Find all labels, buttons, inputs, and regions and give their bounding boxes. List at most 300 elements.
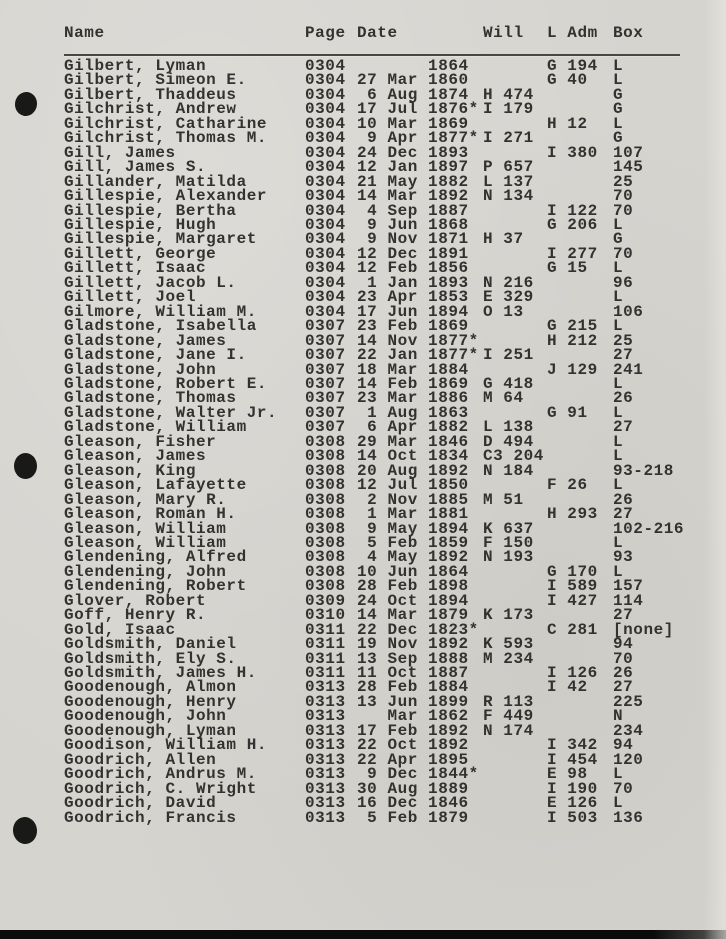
cell-name: Gillander, Matilda — [64, 172, 247, 191]
cell-date: 19 Nov 1892 — [357, 635, 469, 654]
cell-page: 0311 — [305, 635, 346, 654]
cell-name: Goodrich, Allen — [64, 750, 217, 769]
cell-will-ref: N 193 — [483, 548, 534, 567]
cell-box: 70 — [613, 649, 634, 668]
header-date: Date — [357, 24, 398, 42]
cell-page: 0307 — [305, 317, 346, 336]
cell-box: 27 — [613, 346, 634, 365]
cell-letters-adm-ref — [547, 637, 613, 651]
cell-name: Gladstone, William — [64, 418, 247, 437]
cell-box: 94 — [613, 736, 634, 755]
cell-name: Gleason, Roman H. — [64, 505, 237, 524]
cell-date: 14 Mar 1879 — [357, 606, 469, 625]
cell-name: Glendening, Robert — [64, 577, 247, 596]
cell-page: 0304 — [305, 302, 346, 321]
cell-box: 96 — [613, 273, 634, 292]
cell-date: 23 Feb 1869 — [357, 317, 469, 336]
cell-letters-adm-ref: G 215 — [547, 317, 598, 336]
cell-name: Goldsmith, James H. — [64, 664, 257, 683]
cell-box: 114 — [613, 591, 644, 610]
cell-letters-adm-ref: I 427 — [547, 591, 598, 610]
cell-date: 16 Dec 1846 — [357, 794, 469, 813]
cell-letters-adm-ref: E 98 — [547, 765, 588, 784]
cell-name: Glendening, Alfred — [64, 548, 247, 567]
cell-name: Gladstone, Robert E. — [64, 374, 268, 393]
cell-page: 0304 — [305, 201, 346, 220]
cell-box: 27 — [613, 505, 634, 524]
cell-name: Gillett, Joel — [64, 288, 196, 307]
cell-will-ref: F 449 — [483, 707, 534, 726]
table-row — [64, 808, 726, 827]
cell-date: 6 Apr 1882 — [357, 418, 469, 437]
cell-box: L — [613, 533, 624, 552]
cell-date: 17 Feb 1892 — [357, 721, 469, 740]
cell-letters-adm-ref: I 42 — [547, 678, 588, 697]
cell-box: 106 — [613, 302, 644, 321]
cell-page: 0307 — [305, 418, 346, 437]
cell-date: 22 Dec 1823* — [357, 620, 479, 639]
cell-box: 120 — [613, 750, 644, 769]
cell-name: Gladstone, Jane I. — [64, 346, 247, 365]
cell-letters-adm-ref — [547, 88, 613, 102]
cell-will-ref: N 216 — [483, 273, 534, 292]
cell-will-ref — [483, 666, 547, 680]
cell-will-ref: R 113 — [483, 692, 534, 711]
cell-name: Gleason, James — [64, 447, 207, 466]
cell-box: 70 — [613, 201, 634, 220]
cell-name: Goff, Henry R. — [64, 606, 207, 625]
cell-date: 4 May 1892 — [357, 548, 469, 567]
cell-name: Gilchrist, Thomas M. — [64, 129, 268, 148]
cell-name: Goodenough, Henry — [64, 692, 237, 711]
cell-name: Gladstone, Isabella — [64, 317, 257, 336]
cell-page: 0304 — [305, 172, 346, 191]
cell-page: 0307 — [305, 346, 346, 365]
cell-page: 0313 — [305, 794, 346, 813]
cell-page: 0313 — [305, 692, 346, 711]
header-page: Page — [305, 24, 346, 42]
header-name: Name — [64, 24, 105, 42]
cell-box: 93-218 — [613, 461, 674, 480]
cell-date: 1 Jan 1893 — [357, 273, 469, 292]
cell-date: 27 Mar 1860 — [357, 71, 469, 90]
cell-date: 5 Feb 1879 — [357, 808, 469, 827]
cell-box: L — [613, 288, 624, 307]
cell-will-ref: E 329 — [483, 288, 534, 307]
cell-date: 1864 — [357, 57, 469, 75]
cell-will-ref: N 184 — [483, 461, 534, 480]
cell-will-ref — [483, 811, 547, 825]
cell-box: 26 — [613, 389, 634, 408]
cell-name: Gilbert, Lyman — [64, 57, 207, 75]
cell-will-ref: K 173 — [483, 606, 534, 625]
cell-page: 0308 — [305, 505, 346, 524]
cell-box: 234 — [613, 721, 644, 740]
cell-box: 70 — [613, 244, 634, 263]
cell-page: 0304 — [305, 57, 346, 75]
cell-name: Gladstone, Thomas — [64, 389, 237, 408]
cell-will-ref — [483, 782, 547, 796]
cell-will-ref: L 138 — [483, 418, 534, 437]
cell-page: 0313 — [305, 779, 346, 798]
cell-letters-adm-ref: H 293 — [547, 505, 598, 524]
cell-name: Gilchrist, Catharine — [64, 114, 268, 133]
cell-name: Gill, James S. — [64, 158, 207, 177]
cell-will-ref — [483, 753, 547, 767]
cell-date: 1 Mar 1881 — [357, 505, 469, 524]
cell-box: 25 — [613, 172, 634, 191]
cell-letters-adm-ref — [547, 290, 613, 304]
header-l-adm: L Adm — [547, 24, 598, 42]
cell-date: 30 Aug 1889 — [357, 779, 469, 798]
cell-letters-adm-ref: E 126 — [547, 794, 598, 813]
cell-date: 9 Jun 1868 — [357, 215, 469, 234]
cell-box: 26 — [613, 664, 634, 683]
cell-box: L — [613, 476, 624, 495]
cell-name: Goldsmith, Daniel — [64, 635, 237, 654]
cell-date: 14 Nov 1877* — [357, 331, 479, 350]
cell-will-ref: P 657 — [483, 158, 534, 177]
cell-will-ref — [483, 767, 547, 781]
cell-name: Gillespie, Alexander — [64, 187, 268, 206]
cell-name: Gleason, William — [64, 533, 227, 552]
cell-page: 0307 — [305, 389, 346, 408]
cell-page: 0313 — [305, 721, 346, 740]
cell-box: L — [613, 562, 624, 581]
cell-will-ref: I 251 — [483, 346, 534, 365]
cell-page: 0304 — [305, 288, 346, 307]
cell-date: 10 Jun 1864 — [357, 562, 469, 581]
cell-name: Gillespie, Margaret — [64, 230, 257, 249]
cell-box: 25 — [613, 331, 634, 350]
cell-will-ref: I 179 — [483, 100, 534, 119]
cell-box: 93 — [613, 548, 634, 567]
cell-name: Gladstone, James — [64, 331, 227, 350]
punch-hole-bottom — [12, 816, 39, 845]
cell-name: Goodenough, John — [64, 707, 227, 726]
cell-name: Gladstone, Walter Jr. — [64, 403, 278, 422]
cell-page: 0310 — [305, 606, 346, 625]
cell-page: 0307 — [305, 403, 346, 422]
cell-box: 241 — [613, 360, 644, 379]
cell-box: 157 — [613, 577, 644, 596]
cell-box: L — [613, 317, 624, 336]
cell-name: Gladstone, John — [64, 360, 217, 379]
cell-box: 70 — [613, 779, 634, 798]
cell-letters-adm-ref: H 12 — [547, 114, 588, 133]
cell-page: 0313 — [305, 707, 346, 726]
cell-page: 0304 — [305, 215, 346, 234]
cell-date: 10 Mar 1869 — [357, 114, 469, 133]
cell-page: 0304 — [305, 230, 346, 249]
cell-date: 13 Jun 1899 — [357, 692, 469, 711]
cell-will-ref: N 174 — [483, 721, 534, 740]
cell-date: 13 Sep 1888 — [357, 649, 469, 668]
cell-date: 12 Dec 1891 — [357, 244, 469, 263]
cell-name: Gleason, Lafayette — [64, 476, 247, 495]
cell-page: 0307 — [305, 331, 346, 350]
cell-will-ref — [483, 319, 547, 333]
cell-letters-adm-ref — [547, 449, 613, 463]
cell-letters-adm-ref: J 129 — [547, 360, 598, 379]
cell-box: G — [613, 129, 624, 148]
cell-page: 0309 — [305, 591, 346, 610]
cell-box: 136 — [613, 808, 644, 827]
cell-letters-adm-ref — [547, 420, 613, 434]
cell-page: 0308 — [305, 461, 346, 480]
cell-name: Goodrich, Andrus M. — [64, 765, 257, 784]
cell-date: 18 Mar 1884 — [357, 360, 469, 379]
cell-page: 0313 — [305, 736, 346, 755]
cell-letters-adm-ref — [547, 536, 613, 550]
cell-date: 20 Aug 1892 — [357, 461, 469, 480]
cell-date: 28 Feb 1884 — [357, 678, 469, 697]
cell-page: 0307 — [305, 360, 346, 379]
cell-letters-adm-ref — [547, 695, 613, 709]
cell-date: 6 Aug 1874 — [357, 85, 469, 104]
cell-date: 22 Apr 1895 — [357, 750, 469, 769]
cell-letters-adm-ref: I 454 — [547, 750, 598, 769]
cell-box: L — [613, 259, 624, 278]
cell-letters-adm-ref — [547, 709, 613, 723]
cell-letters-adm-ref — [547, 435, 613, 449]
cell-name: Gilbert, Thaddeus — [64, 85, 237, 104]
cell-date: 9 May 1894 — [357, 519, 469, 538]
cell-box: L — [613, 765, 624, 784]
cell-page: 0304 — [305, 85, 346, 104]
cell-name: Glover, Robert — [64, 591, 207, 610]
cell-name: Goldsmith, Ely S. — [64, 649, 237, 668]
cell-box: [none] — [613, 620, 674, 639]
scan-bottom-edge — [0, 930, 726, 939]
cell-box: L — [613, 447, 624, 466]
cell-name: Gillett, Isaac — [64, 259, 207, 278]
punch-hole-top — [13, 90, 39, 117]
cell-page: 0304 — [305, 244, 346, 263]
cell-letters-adm-ref: I 503 — [547, 808, 598, 827]
cell-box: 225 — [613, 692, 644, 711]
cell-page: 0304 — [305, 129, 346, 148]
cell-date: 4 Sep 1887 — [357, 201, 469, 220]
cell-page: 0308 — [305, 476, 346, 495]
cell-letters-adm-ref: G 206 — [547, 215, 598, 234]
cell-letters-adm-ref: G 40 — [547, 71, 588, 90]
punch-hole-middle — [14, 453, 37, 479]
cell-box: 27 — [613, 606, 634, 625]
cell-name: Goodenough, Almon — [64, 678, 237, 697]
cell-date: 1 Aug 1863 — [357, 403, 469, 422]
cell-letters-adm-ref: I 190 — [547, 779, 598, 798]
cell-will-ref: M 64 — [483, 389, 524, 408]
cell-page: 0304 — [305, 71, 346, 90]
cell-will-ref: D 494 — [483, 432, 534, 451]
cell-letters-adm-ref — [547, 276, 613, 290]
cell-page: 0311 — [305, 620, 346, 639]
header-box: Box — [613, 24, 644, 42]
cell-date: 2 Nov 1885 — [357, 490, 469, 509]
cell-will-ref: N 134 — [483, 187, 534, 206]
cell-box: 26 — [613, 490, 634, 509]
cell-box: L — [613, 374, 624, 393]
cell-page: 0307 — [305, 374, 346, 393]
cell-date: Mar 1862 — [357, 707, 469, 726]
cell-page: 0308 — [305, 490, 346, 509]
cell-date: 17 Jul 1876* — [357, 100, 479, 119]
cell-date: 24 Oct 1894 — [357, 591, 469, 610]
cell-page: 0308 — [305, 562, 346, 581]
cell-box: 27 — [613, 418, 634, 437]
cell-page: 0304 — [305, 273, 346, 292]
cell-name: Gillett, George — [64, 244, 217, 263]
cell-letters-adm-ref — [547, 522, 613, 536]
cell-date: 12 Jan 1897 — [357, 158, 469, 177]
cell-will-ref: H 474 — [483, 85, 534, 104]
cell-will-ref — [483, 247, 547, 261]
cell-name: Goodison, William H. — [64, 736, 268, 755]
cell-letters-adm-ref: C 281 — [547, 620, 598, 639]
cell-name: Gilmore, William M. — [64, 302, 257, 321]
cell-date: 9 Nov 1871 — [357, 230, 469, 249]
cell-page: 0304 — [305, 143, 346, 162]
cell-letters-adm-ref: I 589 — [547, 577, 598, 596]
cell-box: L — [613, 57, 624, 75]
cell-box: L — [613, 403, 624, 422]
cell-box: 102-216 — [613, 519, 685, 538]
cell-name: Goodenough, Lyman — [64, 721, 237, 740]
cell-box: 145 — [613, 158, 644, 177]
cell-box: G — [613, 100, 624, 119]
cell-letters-adm-ref — [547, 160, 613, 174]
cell-page: 0304 — [305, 259, 346, 278]
cell-name: Goodrich, Francis — [64, 808, 237, 827]
cell-will-ref: K 637 — [483, 519, 534, 538]
cell-date: 12 Jul 1850 — [357, 476, 469, 495]
cell-date: 23 Apr 1853 — [357, 288, 469, 307]
cell-letters-adm-ref: I 126 — [547, 664, 598, 683]
cell-letters-adm-ref — [547, 377, 613, 391]
cell-name: Gleason, Mary R. — [64, 490, 227, 509]
cell-box: N — [613, 707, 624, 726]
cell-letters-adm-ref: I 342 — [547, 736, 598, 755]
cell-letters-adm-ref: F 26 — [547, 476, 588, 495]
cell-will-ref — [483, 796, 547, 810]
cell-name: Gillespie, Hugh — [64, 215, 217, 234]
cell-letters-adm-ref: I 380 — [547, 143, 598, 162]
cell-date: 9 Apr 1877* — [357, 129, 479, 148]
cell-date: 11 Oct 1887 — [357, 664, 469, 683]
cell-box: L — [613, 432, 624, 451]
cell-box: 107 — [613, 143, 644, 162]
cell-page: 0304 — [305, 114, 346, 133]
cell-box: 94 — [613, 635, 634, 654]
cell-letters-adm-ref: G 170 — [547, 562, 598, 581]
cell-name: Gleason, William — [64, 519, 227, 538]
cell-page: 0304 — [305, 100, 346, 119]
cell-box: L — [613, 114, 624, 133]
cell-name: Gillespie, Bertha — [64, 201, 237, 220]
cell-will-ref: L 137 — [483, 172, 534, 191]
cell-page: 0311 — [305, 664, 346, 683]
cell-will-ref — [483, 59, 547, 73]
cell-box: 70 — [613, 187, 634, 206]
cell-will-ref: O 13 — [483, 302, 524, 321]
cell-will-ref: C3 204 — [483, 447, 544, 466]
cell-date: 29 Mar 1846 — [357, 432, 469, 451]
cell-letters-adm-ref: G 194 — [547, 57, 598, 75]
cell-letters-adm-ref — [547, 175, 613, 189]
cell-date: 5 Feb 1859 — [357, 533, 469, 552]
cell-page: 0304 — [305, 158, 346, 177]
cell-letters-adm-ref: G 15 — [547, 259, 588, 278]
cell-name: Gillett, Jacob L. — [64, 273, 237, 292]
cell-will-ref: M 51 — [483, 490, 524, 509]
cell-page: 0308 — [305, 519, 346, 538]
cell-letters-adm-ref: I 277 — [547, 244, 598, 263]
cell-page: 0308 — [305, 548, 346, 567]
header-will: Will — [483, 24, 524, 42]
cell-letters-adm-ref: H 212 — [547, 331, 598, 350]
index-table — [64, 59, 726, 825]
cell-will-ref — [483, 565, 547, 579]
cell-date: 9 Dec 1844* — [357, 765, 479, 784]
cell-date: 22 Jan 1877* — [357, 346, 479, 365]
cell-will-ref: F 150 — [483, 533, 534, 552]
cell-date: 14 Oct 1834 — [357, 447, 469, 466]
cell-page: 0308 — [305, 447, 346, 466]
cell-will-ref — [483, 738, 547, 752]
cell-date: 12 Feb 1856 — [357, 259, 469, 278]
cell-page: 0313 — [305, 808, 346, 827]
cell-will-ref: K 593 — [483, 635, 534, 654]
cell-date: 28 Feb 1898 — [357, 577, 469, 596]
cell-name: Gleason, Fisher — [64, 432, 217, 451]
cell-will-ref: H 37 — [483, 230, 524, 249]
cell-date: 17 Jun 1894 — [357, 302, 469, 321]
cell-date: 24 Dec 1893 — [357, 143, 469, 162]
cell-box: L — [613, 215, 624, 234]
cell-date: 23 Mar 1886 — [357, 389, 469, 408]
cell-letters-adm-ref: G 91 — [547, 403, 588, 422]
cell-name: Gold, Isaac — [64, 620, 176, 639]
cell-name: Glendening, John — [64, 562, 227, 581]
cell-date: 14 Mar 1892 — [357, 187, 469, 206]
cell-name: Gill, James — [64, 143, 176, 162]
cell-will-ref — [483, 204, 547, 218]
header-underline — [64, 54, 680, 56]
cell-page: 0308 — [305, 432, 346, 451]
cell-will-ref: G 418 — [483, 374, 534, 393]
cell-letters-adm-ref: I 122 — [547, 201, 598, 220]
cell-name: Gilchrist, Andrew — [64, 100, 237, 119]
cell-will-ref — [483, 579, 547, 593]
cell-name: Gleason, King — [64, 461, 196, 480]
cell-date: 21 May 1882 — [357, 172, 469, 191]
table-header — [64, 26, 726, 40]
cell-page: 0313 — [305, 765, 346, 784]
cell-page: 0313 — [305, 678, 346, 697]
cell-page: 0308 — [305, 577, 346, 596]
cell-date: 22 Oct 1892 — [357, 736, 469, 755]
cell-box: 27 — [613, 678, 634, 697]
cell-page: 0311 — [305, 649, 346, 668]
cell-name: Gilbert, Simeon E. — [64, 71, 247, 90]
cell-page: 0308 — [305, 533, 346, 552]
cell-box: L — [613, 794, 624, 813]
cell-will-ref: M 234 — [483, 649, 534, 668]
cell-will-ref: I 271 — [483, 129, 534, 148]
cell-name: Goodrich, David — [64, 794, 217, 813]
cell-page: 0313 — [305, 750, 346, 769]
